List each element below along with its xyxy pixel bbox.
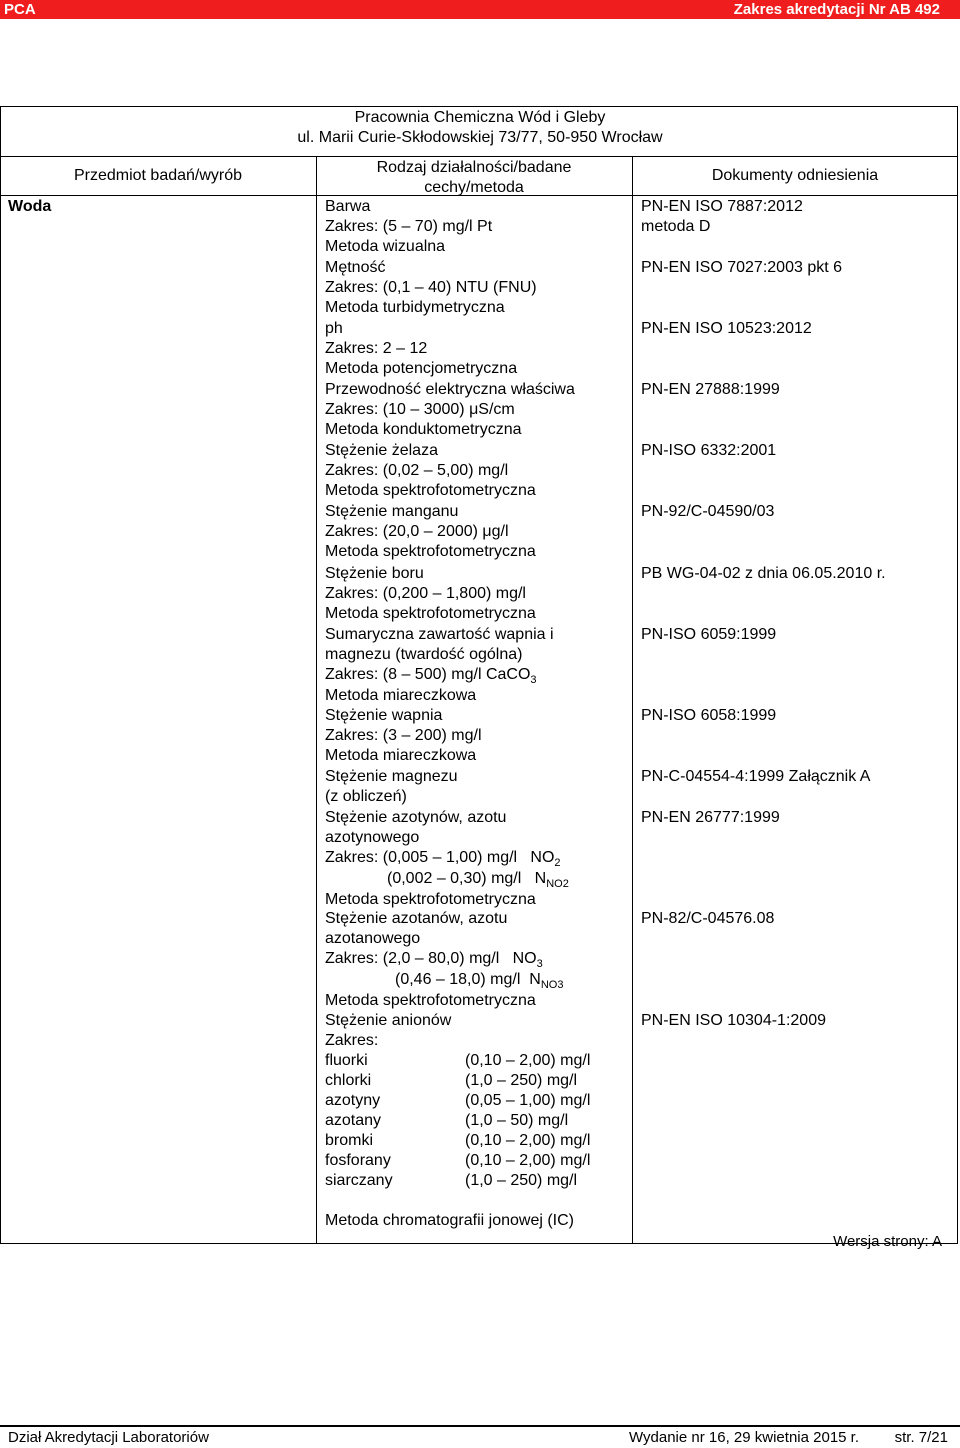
- row-line: Stężenie żelaza: [325, 442, 438, 459]
- anion-name: fluorki: [325, 1052, 368, 1069]
- anion-item: [325, 1091, 625, 1111]
- anion-item: [325, 1111, 625, 1131]
- anion-name: azotyny: [325, 1092, 381, 1109]
- row-barwa: [325, 197, 492, 257]
- anion-value: (0,10 ‒ 2,00) mg/l: [465, 1152, 591, 1169]
- page-version: Wersja strony: A: [833, 1233, 942, 1250]
- subscript: NO2: [546, 878, 569, 890]
- anion-name: chlorki: [325, 1072, 372, 1089]
- doc-mangan: PN-92/C-04590/03: [641, 503, 775, 520]
- row-line: Metoda wizualna: [325, 238, 446, 255]
- subscript: 3: [536, 958, 543, 970]
- row-line: [325, 869, 569, 890]
- row-line: [325, 970, 563, 991]
- subscript: 3: [530, 674, 537, 686]
- doc-przewodnosc: PN-EN 27888:1999: [641, 381, 780, 398]
- row-line: Zakres: 2 ‒ 12: [325, 340, 428, 357]
- row-przewodnosc: [325, 380, 575, 440]
- anion-value: (0,10 ‒ 2,00) mg/l: [465, 1132, 591, 1149]
- row-line: Metoda miareczkowa: [325, 687, 477, 704]
- anion-item: [325, 1071, 625, 1091]
- row-line: Barwa: [325, 198, 371, 215]
- row-line: Metoda spektrofotometryczna: [325, 543, 536, 560]
- range-text: Zakres: (8 ‒ 500) mg/l CaCO: [325, 666, 531, 683]
- row-metnosc: [325, 258, 537, 318]
- row-zelazo: [325, 441, 536, 501]
- column-header-activity: [316, 158, 632, 198]
- row-line: [325, 665, 554, 686]
- row-bor: [325, 564, 536, 624]
- range-text: (0,46 ‒ 18,0) mg/l N: [395, 971, 541, 988]
- column-divider-1: [316, 157, 317, 1244]
- row-line: Zakres: (5 ‒ 70) mg/l Pt: [325, 218, 493, 235]
- anion-value: (0,10 ‒ 2,00) mg/l: [465, 1052, 591, 1069]
- footer-edition: Wydanie nr 16, 29 kwietnia 2015 r.: [629, 1429, 860, 1446]
- row-line: Metoda spektrofotometryczna: [325, 891, 536, 908]
- anion-name: bromki: [325, 1132, 374, 1149]
- doc-metnosc: PN-EN ISO 7027:2003 pkt 6: [641, 259, 842, 276]
- row-line: Zakres: (20,0 ‒ 2000) μg/l: [325, 523, 509, 540]
- column-header-documents: Dokumenty odniesienia: [711, 167, 879, 184]
- anion-value: (0,05 ‒ 1,00) mg/l: [465, 1092, 591, 1109]
- row-line: Metoda konduktometryczna: [325, 421, 522, 438]
- matrix-label: Woda: [8, 198, 52, 215]
- row-line: azotanowego: [325, 930, 421, 947]
- column-header-activity-line1: Rodzaj działalności/badane: [376, 159, 572, 176]
- page-header: [0, 0, 960, 19]
- row-line: magnezu (twardość ogólna): [325, 646, 523, 663]
- row-twardosc: [325, 625, 554, 706]
- doc-zelazo: PN-ISO 6332:2001: [641, 442, 777, 459]
- anion-value: (1,0 ‒ 250) mg/l: [465, 1072, 578, 1089]
- header-left: PCA: [4, 1, 36, 18]
- row-line: (z obliczeń): [325, 788, 407, 805]
- doc-twardosc: PN-ISO 6059:1999: [641, 626, 777, 643]
- lab-address: ul. Marii Curie-Skłodowskiej 73/77, 50-950 Wrocław: [297, 129, 663, 146]
- row-line: Zakres: (3 ‒ 200) mg/l: [325, 727, 482, 744]
- row-azotany: [325, 909, 563, 1011]
- anion-item: [325, 1051, 625, 1071]
- anion-item: [325, 1151, 625, 1171]
- row-line: Metoda potencjometryczna: [325, 360, 518, 377]
- row-line: Metoda spektrofotometryczna: [325, 605, 536, 622]
- anion-name: fosforany: [325, 1152, 391, 1169]
- row-wapn: [325, 706, 482, 766]
- row-line: Stężenie boru: [325, 565, 424, 582]
- row-line: [325, 949, 563, 970]
- row-line: Stężenie azotanów, azotu: [325, 910, 508, 927]
- anion-name: siarczany: [325, 1172, 393, 1189]
- spacer: [325, 1191, 625, 1211]
- doc-azotany: PN-82/C-04576.08: [641, 910, 775, 927]
- row-line: [325, 848, 569, 869]
- row-line: Stężenie anionów: [325, 1012, 452, 1029]
- footer-divider: [0, 1425, 960, 1427]
- row-line: Stężenie azotynów, azotu: [325, 809, 507, 826]
- row-line: azotynowego: [325, 829, 420, 846]
- subscript: NO3: [540, 979, 564, 991]
- row-line: Przewodność elektryczna właściwa: [325, 381, 575, 398]
- row-line: Metoda chromatografii jonowej (IC): [325, 1212, 574, 1229]
- row-line: Metoda spektrofotometryczna: [325, 992, 536, 1009]
- row-aniony: [325, 1011, 625, 1231]
- doc-wapn: PN-ISO 6058:1999: [641, 707, 777, 724]
- anion-item: [325, 1171, 625, 1191]
- row-line: Stężenie wapnia: [325, 707, 443, 724]
- anion-name: azotany: [325, 1112, 382, 1129]
- doc-azotyny: PN-EN 26777:1999: [641, 809, 780, 826]
- column-divider-2: [632, 157, 633, 1244]
- header-right: Zakres akredytacji Nr AB 492: [733, 1, 940, 18]
- row-line: Stężenie magnezu: [325, 768, 458, 785]
- row-line: Metoda spektrofotometryczna: [325, 482, 536, 499]
- doc-aniony: PN-EN ISO 10304-1:2009: [641, 1012, 826, 1029]
- column-header-subject: Przedmiot badań/wyrób: [73, 167, 243, 184]
- row-line: Zakres: (10 ‒ 3000) μS/cm: [325, 401, 515, 418]
- anion-item: [325, 1131, 625, 1151]
- doc-ph: PN-EN ISO 10523:2012: [641, 320, 812, 337]
- row-mangan: [325, 502, 536, 562]
- range-text: (0,002 ‒ 0,30) mg/l N: [387, 870, 547, 887]
- column-header-activity-line2: cechy/metoda: [424, 179, 524, 196]
- row-line: Zakres: (0,1 ‒ 40) NTU (FNU): [325, 279, 537, 296]
- doc-bor: PB WG-04-02 z dnia 06.05.2010 r.: [641, 565, 886, 582]
- row-line: Mętność: [325, 259, 386, 276]
- row-line: ph: [325, 320, 343, 337]
- anion-value: (1,0 ‒ 50) mg/l: [465, 1112, 569, 1129]
- subscript: 2: [554, 857, 561, 869]
- doc-barwa: [641, 197, 803, 237]
- lab-name: Pracownia Chemiczna Wód i Gleby: [354, 109, 606, 126]
- row-ph: [325, 319, 517, 379]
- doc-line: metoda D: [641, 218, 711, 235]
- footer-page-number: str. 7/21: [894, 1429, 948, 1446]
- doc-magnez: PN-C-04554-4:1999 Załącznik A: [641, 768, 871, 785]
- row-line: Zakres: (0,02 ‒ 5,00) mg/l: [325, 462, 509, 479]
- row-line: Stężenie manganu: [325, 503, 459, 520]
- row-line: Zakres:: [325, 1032, 379, 1049]
- range-text: Zakres: (2,0 ‒ 80,0) mg/l NO: [325, 950, 537, 967]
- row-azotyny: [325, 808, 569, 910]
- doc-line: PN-EN ISO 7887:2012: [641, 198, 803, 215]
- footer-left: Dział Akredytacji Laboratoriów: [8, 1429, 209, 1446]
- row-line: Metoda miareczkowa: [325, 747, 477, 764]
- anion-value: (1,0 ‒ 250) mg/l: [465, 1172, 578, 1189]
- range-text: Zakres: (0,005 ‒ 1,00) mg/l NO: [325, 849, 555, 866]
- row-line: Sumaryczna zawartość wapnia i: [325, 626, 554, 643]
- row-line: Metoda turbidymetryczna: [325, 299, 505, 316]
- divider-lab: [0, 156, 958, 157]
- row-line: Zakres: (0,200 ‒ 1,800) mg/l: [325, 585, 526, 602]
- row-magnez: [325, 767, 458, 807]
